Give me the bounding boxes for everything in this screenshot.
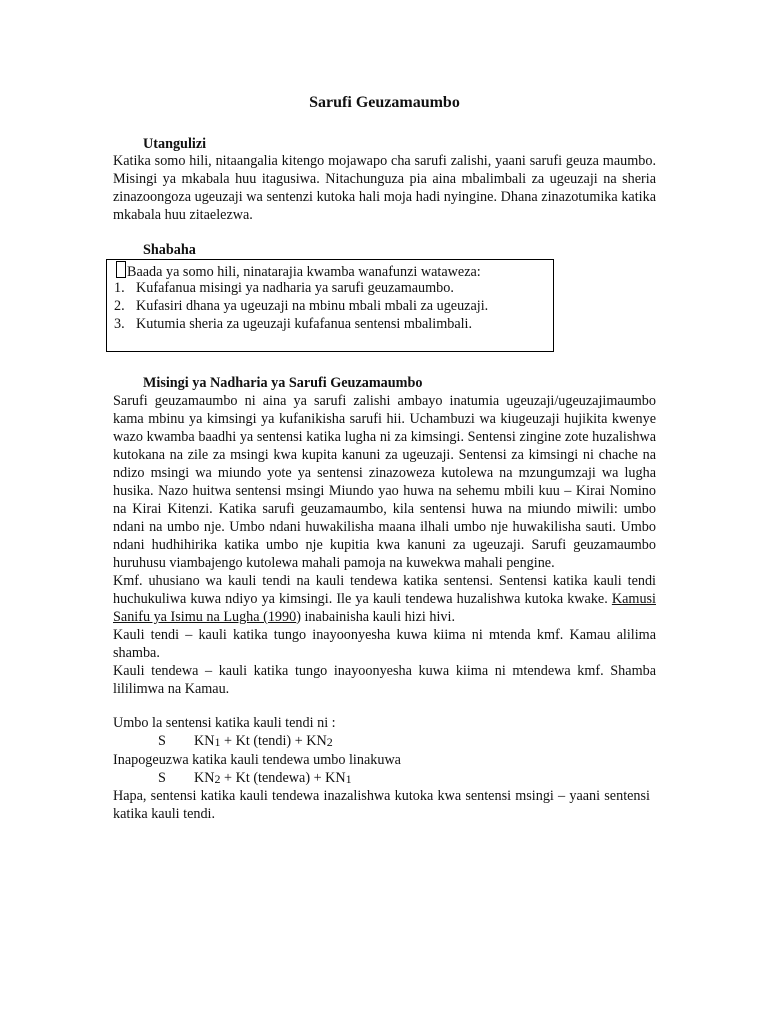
objectives-intro-text: Baada ya somo hili, ninatarajia kwamba wanafunzi wataweza:	[127, 264, 481, 280]
formula-subscript: 1	[214, 735, 221, 749]
document-title: Sarufi Geuzamaumbo	[309, 94, 460, 111]
heading-misingi: Misingi ya Nadharia ya Sarufi Geuzamaumbo	[143, 375, 423, 391]
kmf-text-end: ) inabainisha kauli hizi hivi.	[296, 609, 456, 625]
formula-symbol: S	[158, 770, 166, 786]
objective-text: Kufafanua misingi ya nadharia ya sarufi geuzamaumbo.	[136, 280, 454, 296]
dictionary-reference: Kamusi Sanifu ya Isimu na Lugha (1990	[113, 591, 656, 625]
formula-subscript: 2	[214, 772, 221, 786]
formula-middle: + Kt (tendewa) + KN	[220, 770, 346, 786]
heading-shabaha: Shabaha	[143, 242, 196, 258]
heading-utangulizi: Utangulizi	[143, 136, 207, 152]
formula-symbol: S	[158, 733, 166, 749]
utangulizi-text: Katika somo hili, nitaangalia kitengo mojawapo cha sarufi zalishi, yaani sarufi geuza maumbo. Misingi ya mkabala huu itagusiwa. Nitachunguza pia aina mbalimbali za ugeuzaji na sheria zinazoongoza ugeuzaji wa sentenzi kutoka hali moja hadi nyingine. Dhana zinazotumika katika mkabala huu zitaelezwa.	[113, 153, 656, 223]
formula-term: KN	[194, 733, 215, 749]
missing-glyph-icon	[116, 261, 126, 278]
objective-item	[114, 279, 488, 297]
objectives-intro	[116, 261, 481, 281]
kauli-tendewa-definition: Kauli tendewa – kauli katika tungo inayoonyesha kuwa kiima ni mtendewa kmf. Shamba lililimwa na Kamau.	[113, 663, 656, 697]
formula-middle: + Kt (tendi) + KN	[220, 733, 327, 749]
objectives-box	[106, 259, 554, 352]
umbo-line: Umbo la sentensi katika kauli tendi ni :	[113, 715, 336, 731]
objective-number: 2.	[114, 298, 125, 314]
inapogeuzwa-line: Inapogeuzwa katika kauli tendewa umbo linakuwa	[113, 752, 401, 768]
utangulizi-paragraph	[113, 152, 656, 224]
kauli-tendi-definition: Kauli tendi – kauli katika tungo inayoonyesha kuwa kiima ni mtenda kmf. Kamau alilima shamba.	[113, 627, 656, 661]
objective-number: 1.	[114, 280, 125, 296]
formula-active	[158, 732, 333, 751]
objectives-list	[114, 279, 488, 333]
kmf-text: Kmf. uhusiano wa kauli tendi na kauli tendewa katika sentensi. Sentensi katika kauli tendi huchukuliwa kuwa ndiyo ya kimsingi. Ile ya kauli tendewa huzalishwa kutoka kwake.	[113, 573, 656, 607]
formula-subscript: 1	[345, 772, 352, 786]
hapa-paragraph	[113, 787, 650, 823]
objective-number: 3.	[114, 316, 125, 332]
misingi-paragraph	[113, 392, 656, 698]
kmf-paragraph	[113, 572, 656, 626]
formula-subscript: 2	[326, 735, 333, 749]
formula-term: KN	[194, 770, 215, 786]
formula-passive	[158, 769, 352, 788]
hapa-text: Hapa, sentensi katika kauli tendewa inazalishwa kutoka kwa sentensi msingi – yaani sentensi katika kauli tendi.	[113, 788, 650, 822]
objective-text: Kutumia sheria za ugeuzaji kufafanua sentensi mbalimbali.	[136, 316, 473, 332]
objective-item	[114, 297, 488, 315]
objective-text: Kufasiri dhana ya ugeuzaji na mbinu mbali mbali za ugeuzaji.	[136, 298, 489, 314]
objective-item	[114, 315, 488, 333]
misingi-text: Sarufi geuzamaumbo ni aina ya sarufi zalishi ambayo inatumia ugeuzaji/ugeuzajimaumbo kama mbinu ya kimsingi ya kufanikisha sarufi hii. Uchambuzi wa kiugeuzaji hujikita kwenye wazo kwamba baadhi ya sentensi katika lugha ni za kimsingi. Sentensi zingine zote huzalishwa kutokana na zile za msingi kwa kupita kanuni za ugeuzaji. Sentensi za kimsingi ni chache na ndizo msingi wa miundo yote ya sentensi zinazoweza kutolewa na mzungumzaji wa lugha husika. Nazo huitwa sentensi msingi Miundo yao huwa na sehemu mbili kuu – Kirai Nomino na Kirai Kitenzi. Katika sarufi geuzamaumbo, kila sentensi huwa na miundo miwili: umbo ndani na umbo nje. Umbo ndani huwakilisha maana ilhali umbo nje huwakilisha sauti. Umbo ndani hudhihirika katika umbo nje kupitia kwa kanuni za ugeuzaji. Sarufi geuzamaumbo huruhusu viambajengo kutolewa mahali pamoja na kuwekwa mahali pengine.	[113, 393, 656, 571]
